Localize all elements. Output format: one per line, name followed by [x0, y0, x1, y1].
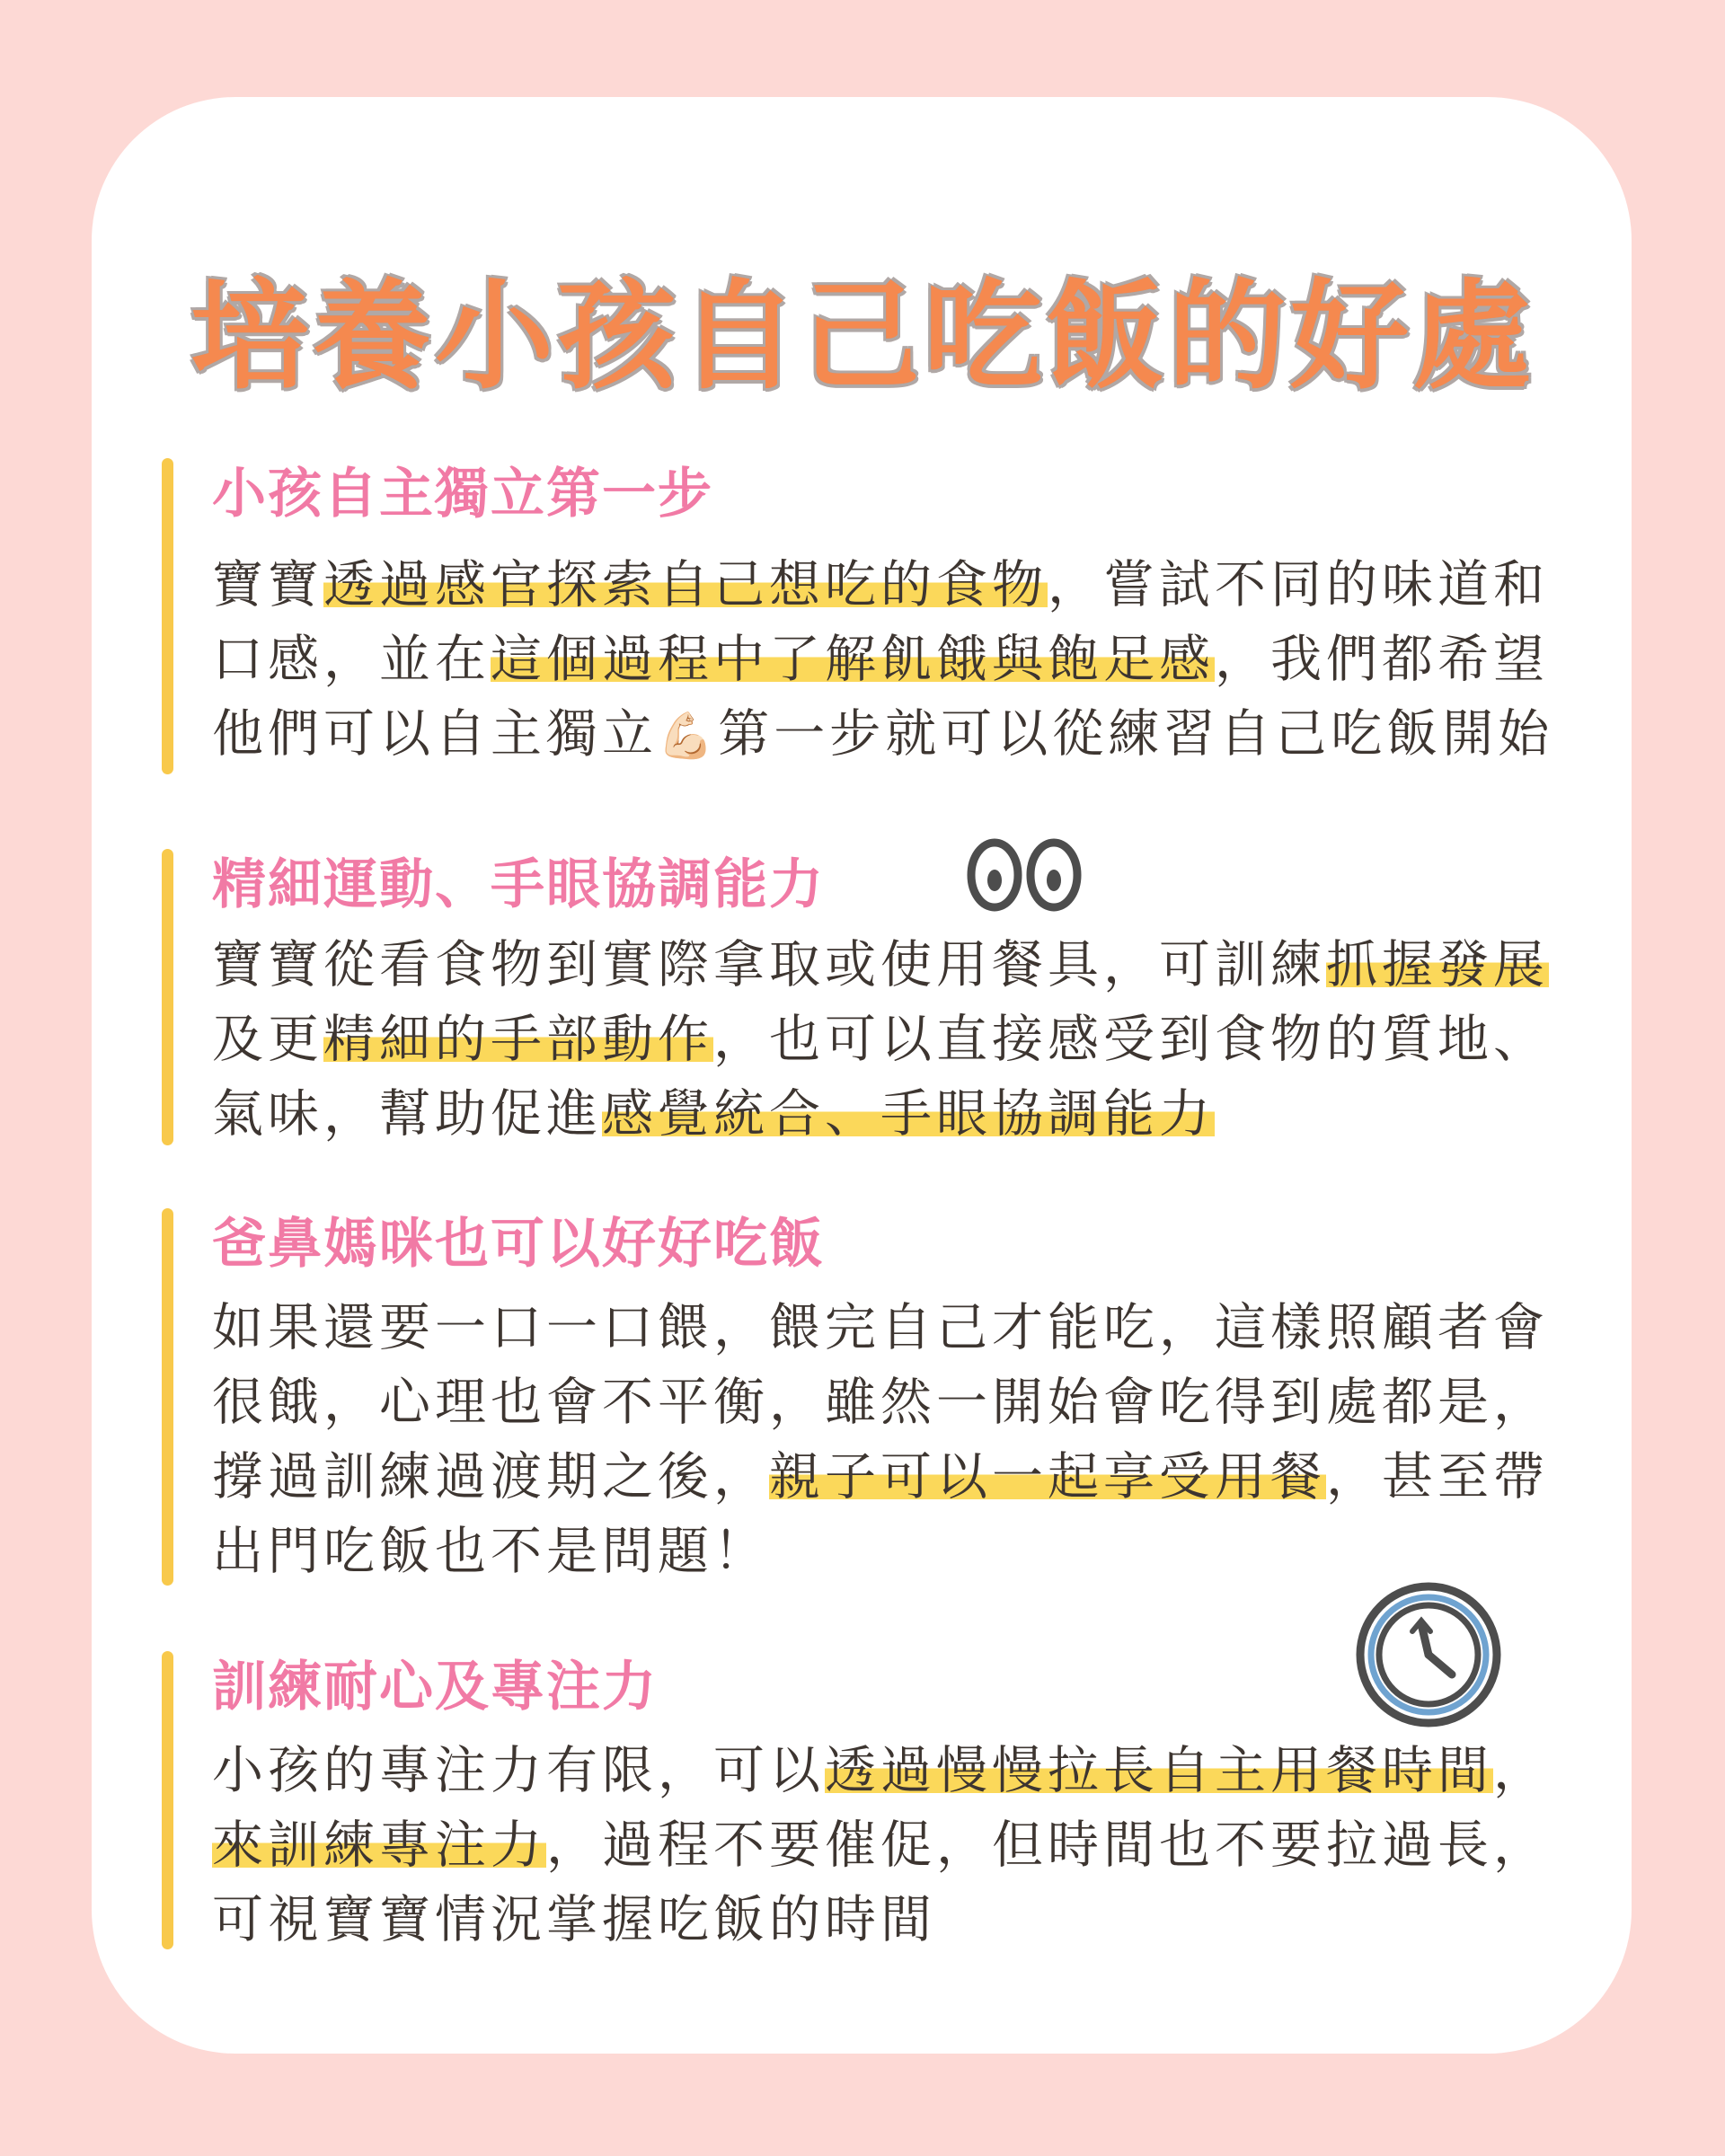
body-line: 很餓，心理也會不平衡，雖然一開始會吃得到處都是， — [212, 1373, 1549, 1432]
section-patience-focus — [162, 1651, 1549, 1949]
section-body — [212, 1734, 1549, 1957]
section-independence — [162, 458, 1554, 774]
section-accent-bar — [162, 849, 173, 1145]
highlight-text: 透過感官探索自己想吃的食物 — [323, 555, 1048, 614]
section-accent-bar — [162, 458, 173, 774]
body-line: 氣味，幫助促進感覺統合、手眼協調能力 — [212, 1084, 1215, 1144]
highlight-text: 感覺統合、手眼協調能力 — [602, 1084, 1215, 1144]
section-parents-eat — [162, 1208, 1549, 1586]
body-line: 出門吃飯也不是問題！ — [212, 1522, 769, 1581]
highlight-text: 親子可以一起享受用餐 — [769, 1447, 1326, 1507]
section-heading: 精細運動、手眼協調能力 — [212, 853, 825, 916]
section-heading: 爸鼻媽咪也可以好好吃飯 — [212, 1213, 825, 1276]
flexed-biceps-icon: 💪🏻 — [658, 710, 719, 762]
body-line: 來訓練專注力，過程不要催促，但時間也不要拉過長， — [212, 1816, 1549, 1875]
section-heading: 訓練耐心及專注力 — [212, 1656, 658, 1719]
section-accent-bar — [162, 1651, 173, 1949]
section-body — [212, 1291, 1549, 1589]
section-body — [212, 928, 1549, 1152]
highlight-text: 來訓練專注力 — [212, 1816, 546, 1875]
highlight-text: 抓握發展 — [1326, 935, 1549, 994]
highlight-text: 精細的手部動作 — [323, 1010, 713, 1069]
section-body — [212, 548, 1554, 772]
body-line: 可視寶寶情況掌握吃飯的時間 — [212, 1890, 936, 1949]
body-line: 寶寶透過感官探索自己想吃的食物，嘗試不同的味道和 — [212, 555, 1549, 614]
highlight-text: 這個過程中了解飢餓與飽足感 — [491, 630, 1215, 689]
body-line: 他們可以自主獨立💪🏻第一步就可以從練習自己吃飯開始 — [212, 704, 1554, 764]
body-line: 及更精細的手部動作，也可以直接感受到食物的質地、 — [212, 1010, 1549, 1069]
eyes-icon — [966, 837, 1083, 913]
highlight-text: 透過慢慢拉長自主用餐時間 — [825, 1741, 1493, 1800]
body-line: 口感，並在這個過程中了解飢餓與飽足感，我們都希望 — [212, 630, 1549, 689]
body-line: 小孩的專注力有限，可以透過慢慢拉長自主用餐時間， — [212, 1741, 1549, 1800]
section-heading: 小孩自主獨立第一步 — [212, 463, 713, 526]
section-accent-bar — [162, 1208, 173, 1586]
body-line: 如果還要一口一口餵，餵完自己才能吃，這樣照顧者會 — [212, 1298, 1549, 1357]
body-line: 寶寶從看食物到實際拿取或使用餐具，可訓練抓握發展 — [212, 935, 1549, 994]
section-fine-motor — [162, 849, 1549, 1145]
body-line: 撐過訓練過渡期之後，親子可以一起享受用餐，甚至帶 — [212, 1447, 1549, 1507]
page-title: 培養小孩自己吃飯的好處 — [190, 268, 1535, 406]
